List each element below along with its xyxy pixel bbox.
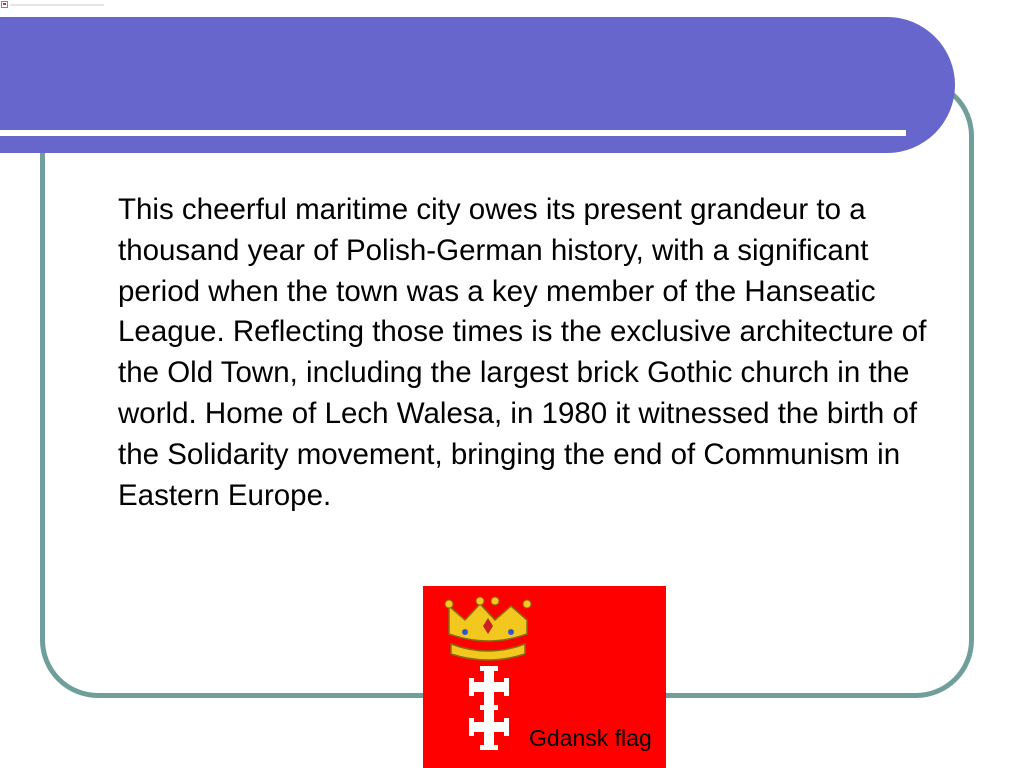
upper-cross-icon: [469, 666, 509, 710]
crown-icon: [445, 597, 531, 660]
body-paragraph: This cheerful maritime city owes its present grandeur to a thousand year of Polish-German history, with a significant period when the town was a key member of the Hanseatic League. Reflecting those times is the exclusive architecture of the Old Town, including the largest brick Gothic church in the world. Home of Lech Walesa, in 1980 it witnessed the birth of the Solidarity movement, bringing the end of Communism in Eastern Europe.: [118, 193, 927, 512]
flag-caption: Gdansk flag: [529, 725, 652, 751]
broken-image-icon: [1, 1, 105, 9]
title-underline: [0, 130, 906, 136]
lower-cross-icon: [469, 706, 509, 750]
